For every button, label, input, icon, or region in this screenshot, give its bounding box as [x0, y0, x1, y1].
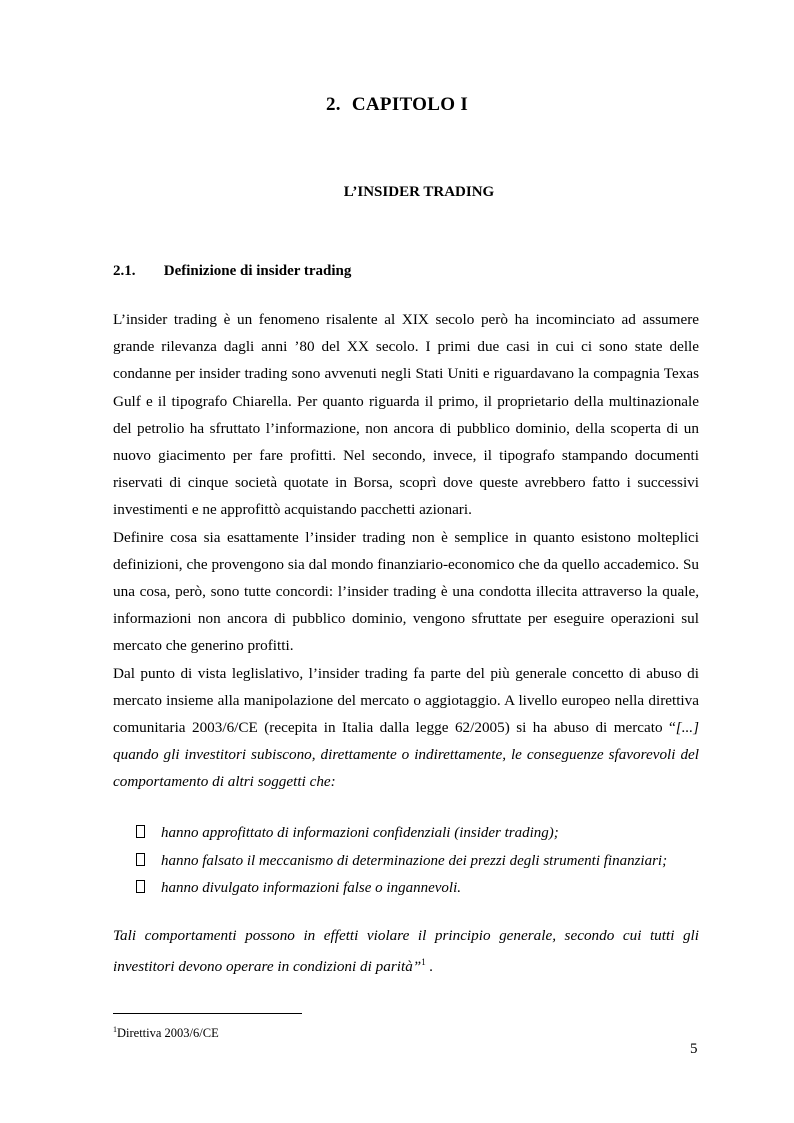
- quote-text: [...] quando gli investitori subiscono, direttamente o indirettamente, le conseguenze sfavorevoli del comportamento di altri soggetti che:: [113, 719, 699, 791]
- section-title: L’INSIDER TRADING: [343, 184, 495, 200]
- list-item: [136, 820, 706, 848]
- closing-text: Tali comportamenti possono in effetti violare il principio generale, secondo cui tutti gli investitori devono operare in condizioni di parità”: [113, 927, 699, 976]
- footnote-text: Direttiva 2003/6/CE: [117, 1026, 219, 1041]
- list-item-text: hanno falsato il meccanismo di determinazione dei prezzi degli strumenti finanziari;: [161, 852, 668, 869]
- bullet-box-icon: [136, 880, 145, 893]
- list-item: [136, 875, 706, 903]
- closing-tail: .: [425, 958, 434, 976]
- chapter-title-text: CAPITOLO I: [351, 94, 469, 115]
- subsection-title: Definizione di insider trading: [163, 263, 352, 279]
- bullet-box-icon: [136, 853, 145, 866]
- chapter-number: 2.: [325, 94, 341, 115]
- list-item: [136, 848, 706, 876]
- subsection-number: 2.1.: [113, 263, 136, 279]
- paragraph: L’insider trading è un fenomeno risalente al XIX secolo però ha incominciato ad assumere grande rilevanza dagli anni ’80 del XX secolo. I primi due casi in cui ci sono state delle condanne per insider trading sono avvenuti negli Stati Uniti e riguardavano la compagnia Texas Gulf e il tipografo Chiarella. Per quanto riguarda il primo, il proprietario della multinazionale del petrolio ha sfruttato l’informazione, non ancora di pubblico dominio, della scoperta di un nuovo giacimento per fare profitti. Nel secondo, invece, il tipografo stampando documenti riservati di cinque società quotate in Borsa, scoprì dove queste avrebbero fatto i successivi investimenti e ne approfittò acquistando pacchetti azionari.: [113, 311, 699, 519]
- subsection-heading: [113, 263, 351, 280]
- paragraph: [113, 660, 699, 796]
- paragraph-text: Dal punto di vista leglislativo, l’insider trading fa parte del più generale concetto di abuso di mercato insieme alla manipolazione del mercato o aggiotaggio. A livello europeo nella direttiva comunitaria 2003/6/CE (recepita in Italia dalla legge 62/2005) si ha abuso di mercato “: [113, 664, 699, 737]
- paragraph: Definire cosa sia esattamente l’insider trading non è semplice in quanto esistono molteplici definizioni, che provengono sia dal mondo finanziario-economico che da quello accademico. Su una cosa, però, sono tutte concordi: l’insider trading è una condotta illecita attraverso la quale, informazioni non ancora di pubblico dominio, vengono sfruttate per eseguire operazioni sul mercato che generino profitti.: [113, 528, 699, 655]
- footnote-marker: 1: [113, 1025, 117, 1034]
- bullet-box-icon: [136, 825, 145, 838]
- bullet-list: [136, 820, 706, 903]
- chapter-title: [0, 94, 794, 116]
- footnote: [113, 1025, 219, 1041]
- body-text: [113, 306, 699, 796]
- closing-quote: [113, 922, 699, 980]
- list-item-text: hanno divulgato informazioni false o ingannevoli.: [161, 880, 461, 896]
- list-item-text: hanno approfittato di informazioni confidenziali (insider trading);: [161, 825, 559, 841]
- footnote-reference[interactable]: 1: [421, 957, 426, 967]
- page-number: 5: [690, 1041, 698, 1057]
- footnote-divider: [113, 1013, 302, 1014]
